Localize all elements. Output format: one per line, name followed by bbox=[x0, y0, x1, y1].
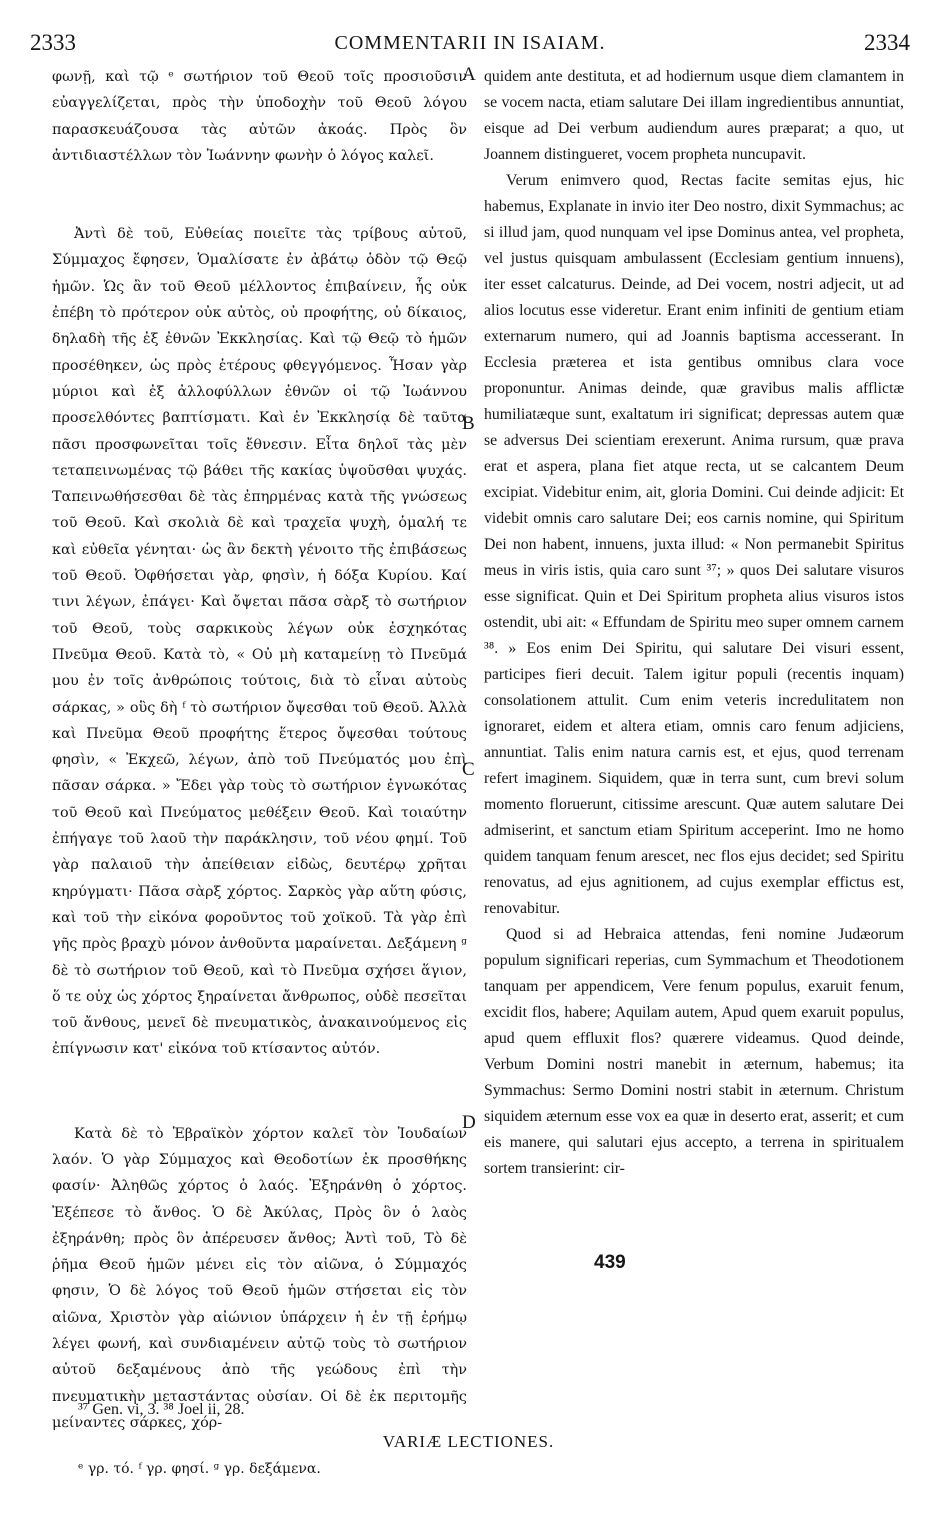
running-title: COMMENTARII IN ISAIAM. bbox=[334, 32, 606, 54]
margin-marker-c: C bbox=[462, 759, 475, 780]
page-header bbox=[30, 30, 910, 56]
page-number-right: 2334 bbox=[864, 30, 910, 55]
page-number-left: 2333 bbox=[30, 30, 76, 55]
latin-paragraph: Verum enimvero quod, Rectas facite semitas ejus, hic habemus, Explanate in invio iter Deo nostro, dixit Symmachus; ac si illud jam, quod nunquam vel ipse Dominus antea, vel propheta, vel justus quisquam ambulassent (Ecclesiam gentium innuens), iter esset calcaturus. Deinde, ad Dei vocem, nostri adjecit, ut ad alios locutus esse videretur. Erant enim infiniti de gentium etiam externarum numero, qui ad Joannis baptisma accesserant. In Ecclesia præterea et ista gentibus omnibus clara voce proponuntur. Animas deinde, quæ gravibus malis afflictæ humiliatæque sunt, exaltatum iri significat; depressas autem quæ se adversus Dei scientiam erexerunt. Anima rursum, quæ prava erat et aspera, plana fiet atque recta, ut se calcantem Deum excipiat. Videbitur enim, ait, gloria Domini. Cui deinde adjicit: Et videbit omnis caro salutare Dei; eos carnis nomine, qui Spiritum Dei non habent, innuens, juxta illud: « Non permanebit Spiritus meus in viris istis, quia caro sunt ³⁷; » quos Dei salutare visuros esse significat. Quin et Dei Spiritum propheta alius visuros istos ostendit, ubi ait: « Effundam de Spiritu meo super omnem carnem ³⁸. » Eos enim Dei Spiritu, qui salutare Dei visuri essent, participes fieri decuit. Talem igitur populi (recentis inquam) consolationem attulit. Cum enim veteris incredulitatem non ignoraret, eidem et altera etiam, omnis caro fenum adjiciens, annuntiat. Talis enim natura carnis est, et ejus, quod terrenam refert imaginem. Siquidem, quæ in terra sunt, cum brevi solum momento floruerunt, citissime arescunt. Quæ autem salutare Dei admiserint, et sanctum etiam Spiritum acceperint. Imo ne homo quidem tanquam fenum arescet, nec flos ejus decidet; sed Spiritu renovatus, ad ejus agnitionem, ad cujus exemplar effictus est, renovabitur. bbox=[484, 172, 904, 917]
latin-paragraph: quidem ante destituta, et ad hodiernum usque diem clamantem in se vocem nacta, etiam salutare Dei illam ingredientibus annuntiat, eisque ad Dei verbum audiendum aures præparat; a quo, ut Joannem distingueret, vocem propheta nuncupavit. bbox=[484, 68, 904, 163]
variae-lectiones-heading: VARIÆ LECTIONES. bbox=[382, 1432, 555, 1451]
greek-paragraph: Ἀντὶ δὲ τοῦ, Εὐθείας ποιεῖτε τὰς τρίβους αὐτοῦ, Σύμμαχος ἔφησεν, Ὁμαλίσατε ἐν ἀβάτῳ ὁδὸν τῷ Θεῷ ἡμῶν. Ὡς ἂν τοῦ Θεοῦ μέλλοντος ἐπιβαίνειν, ἧς οὐκ ἐπέβη τὸ πρότερον οὐκ αὐτὸς, οὐ προφήτης, οὐ δίκαιος, δηλαδὴ τῆς ἐξ ἐθνῶν Ἐκκλησίας. Καὶ τῷ Θεῷ τὸ ἡμῶν προσέθηκεν, ὡς πρὸς ἑτέρους φθεγγόμενος. Ἦσαν γὰρ μύριοι καὶ ἐξ ἀλλοφύλλων ἐθνῶν οἱ τῷ Ἰωάννου προσελθόντες βαπτίσματι. Καὶ ἐν Ἐκκλησίᾳ δὲ ταῦτα πᾶσι προσφωνεῖται τοῖς ἔθνεσιν. Εἶτα δηλοῖ τὰς μὲν τεταπεινωμένας τῷ βάθει τῆς κακίας ὑψοῦσθαι ψυχάς. Ταπεινωθήσεσθαι δὲ τὰς ἐπηρμένας κατὰ τῆς γνώσεως τοῦ Θεοῦ. Καὶ σκολιὰ δὲ καὶ τραχεῖα ψυχὴ, ὁμαλή τε καὶ εὐθεῖα γένηται· ὡς ἂν δεκτὴ γένοιτο τῆς ἐπιβάσεως τοῦ Θεοῦ. Ὀφθήσεται γὰρ, φησὶν, ἡ δόξα Κυρίου. Καί τινι λέγων, ἐπάγει· Καὶ ὄψεται πᾶσα σὰρξ τὸ σωτήριον τοῦ Θεοῦ, τοὺς σαρκικοὺς λέγων οὐκ ἐσχηκότας Πνεῦμα Θεοῦ. Κατὰ τὸ, « Οὐ μὴ καταμείνῃ τὸ Πνεῦμά μου ἐν τοῖς ἀνθρώποις τούτοις, διὰ τὸ εἶναι αὐτοὺς σάρκας, » οὓς δὴ ᶠ τὸ σωτήριον ὄψεσθαι τοῦ Θεοῦ. Ἀλλὰ καὶ Πνεῦμα Θεοῦ προφήτης ἕτερος ὄψεσθαι τούτους φησὶν, « Ἐκχεῶ, λέγων, ἀπὸ τοῦ Πνεύματός μου ἐπὶ πᾶσαν σάρκα. » Ἔδει γὰρ τοὺς τὸ σωτήριον ἐγνωκότας τοῦ Θεοῦ καὶ Πνεύματος μεθέξειν Θεοῦ. Καὶ τοιαύτην ἐπήγαγε τοῦ λαοῦ τὴν παράκλησιν, τοῦ νέου φημί. Τοῦ γὰρ παλαιοῦ τὴν ἀπείθειαν εἰδὼς, δευτέρῳ χρῆται κηρύγματι· Πᾶσα σὰρξ χόρτος. Σαρκὸς γὰρ αὕτη φύσις, καὶ τοῦ τὴν εἰκόνα φοροῦντος τοῦ χοϊκοῦ. Τὰ γὰρ ἐπὶ γῆς πρὸς βραχὺ μόνον ἀνθοῦντα μαραίνεται. Δεξάμενη ᵍ δὲ τὸ σωτήριον τοῦ Θεοῦ, καὶ τὸ Πνεῦμα σχήσει ἅγιον, ὅ τε οὐχ ὡς χόρτος ξηραίνεται ἄνθρωπος, οὐδὲ πεσεῖται τοῦ ἄνθους, μενεῖ δὲ πνευματικὸς, ἀνακαινούμενος εἰς ἐπίγνωσιν κατ' εἰκόνα τοῦ κτίσαντος αὐτόν. bbox=[52, 226, 467, 1058]
margin-marker-a: A bbox=[462, 64, 476, 85]
greek-paragraph: φωνῇ, καὶ τῷ ᵉ σωτήριον τοῦ Θεοῦ τοῖς προσιοῦσιν εὐαγγελίζεται, πρὸς τὴν ὑποδοχὴν τοῦ Θεοῦ λόγου παρασκευάζουσα τὰς αὐτῶν ἀκοάς. Πρὸς ὃν ἀντιδιαστέλλων τὸν Ἰωάννην φωνὴν ὁ λόγος καλεῖ. bbox=[52, 69, 467, 164]
margin-marker-b: B bbox=[462, 413, 475, 434]
margin-marker-d: D bbox=[462, 1112, 476, 1133]
variae-lectiones-notes: ᵉ γρ. τό. ᶠ γρ. φησί. ᵍ γρ. δεξάμενα. bbox=[78, 1461, 321, 1477]
greek-column bbox=[52, 64, 467, 1436]
footnotes: ³⁷ Gen. vi, 3. ³⁸ Joel ii, 28. bbox=[78, 1401, 245, 1418]
column-number-stamp: 439 bbox=[594, 1252, 626, 1273]
greek-paragraph: Κατὰ δὲ τὸ Ἑβραϊκὸν χόρτον καλεῖ τὸν Ἰουδαίων λαόν. Ὁ γὰρ Σύμμαχος καὶ Θεοδοτίων ἐκ προσθήκης φασίν· Ἀληθῶς χόρτος ὁ λαός. Ἐξηράνθη ὁ χόρτος. Ἐξέπεσε τὸ ἄνθος. Ὁ δὲ Ἀκύλας, Πρὸς ὃν ὁ λαὸς ἐξηράνθη; πρὸς ὃν ἀπέρευσεν ἄνθος; Ἀντὶ τοῦ, Τὸ δὲ ῥῆμα Θεοῦ ἡμῶν μένει εἰς τὸν αἰῶνα, ὁ Σύμμαχός φησιν, Ὁ δὲ λόγος τοῦ Θεοῦ ἡμῶν στήσεται εἰς τὸν αἰῶνα, Χριστὸν γὰρ αἰώνιον ὑπάρχειν ἡ ἐν τῇ ἐρήμῳ λέγει φωνή, καὶ συνδιαμένειν αὐτῷ τοὺς τὸ σωτήριον αὐτοῦ δεξαμένους ἀπὸ τῆς γεώδους ἐπὶ τὴν πνευματικὴν μεταστάντας οὐσίαν. Οἱ δὲ ἐκ περιτομῆς μείναντες σάρκες, χόρ- bbox=[52, 1125, 467, 1431]
latin-paragraph: Quod si ad Hebraica attendas, feni nomine Judæorum populum significari reperias, cum Symmachum et Theodotionem tanquam per appendicem, Vere fenum populus, exaruit fenum, excidit flos, habere; Aquilam autem, Apud quem exaruit populus, apud quem effluxit flos? quærere videamus. Quod deinde, Verbum Domini nostri manebit in æternum, habemus; ita Symmachus: Sermo Domini nostri stabit in æternum. Christum siquidem æternum esse vox ea quæ in deserto erat, asserit; et cum eis manere, qui salutari ejus accepto, a terrena in spiritualem sortem transierint: cir- bbox=[484, 926, 904, 1177]
latin-column bbox=[484, 64, 904, 1182]
